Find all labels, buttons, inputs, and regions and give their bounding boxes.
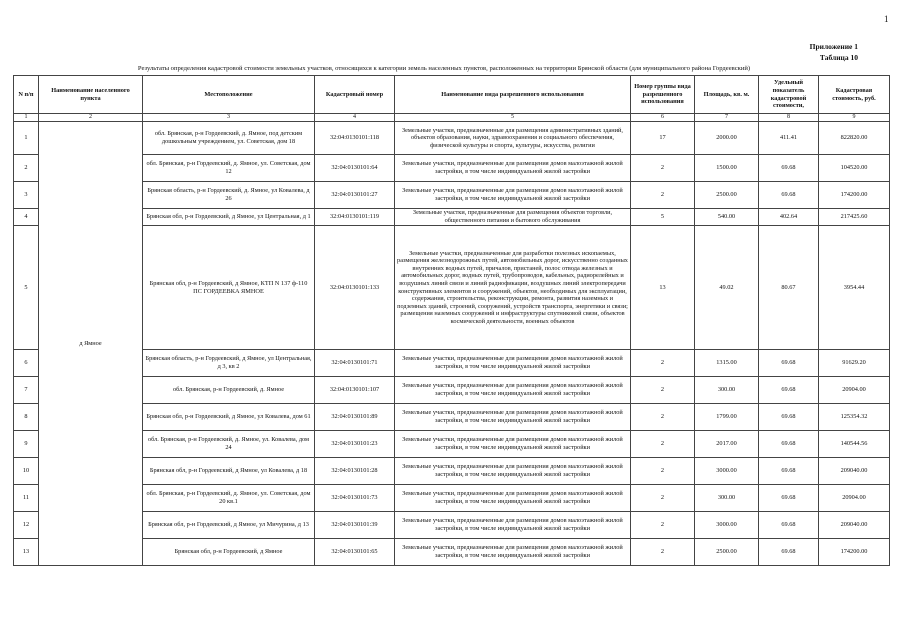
row-number: 11 xyxy=(14,485,39,512)
area-cell: 2500.00 xyxy=(695,539,759,566)
area-cell: 300.00 xyxy=(695,485,759,512)
header-cell: Площадь, кв. м. xyxy=(695,76,759,114)
cadastral-number-cell: 32:04:0130101:118 xyxy=(315,122,395,155)
column-number-row xyxy=(14,114,890,122)
cadastral-value-cell: 140544.56 xyxy=(819,431,890,458)
row-number: 3 xyxy=(14,182,39,209)
specific-value-cell: 69.68 xyxy=(759,155,819,182)
specific-value-cell: 69.68 xyxy=(759,350,819,377)
area-cell: 2017.00 xyxy=(695,431,759,458)
location-cell: Брянская обл, р-н Гордеевский, д Ямное, ул Центральная, д 1 xyxy=(143,209,315,226)
permitted-use-cell: Земельные участки, предназначенные для размещения домов малоэтажной жилой застройки, в том числе индивидуальной жилой застройки xyxy=(395,431,631,458)
permitted-use-cell: Земельные участки, предназначенные для размещения домов малоэтажной жилой застройки, в том числе индивидуальной жилой застройки xyxy=(395,377,631,404)
use-group-cell: 2 xyxy=(631,404,695,431)
table-row xyxy=(14,182,890,209)
cadastral-value-cell: 20904.00 xyxy=(819,377,890,404)
cadastral-number-cell: 32:04:0130101:133 xyxy=(315,226,395,350)
location-cell: Брянская обл, р-н Гордеевский, д Ямное, ул Ковалева, д 18 xyxy=(143,458,315,485)
permitted-use-cell: Земельные участки, предназначенные для размещения домов малоэтажной жилой застройки, в том числе индивидуальной жилой застройки xyxy=(395,539,631,566)
location-cell: Брянская область, р-н Гордеевский, д Ямное, ул Центральная, д 3, кв 2 xyxy=(143,350,315,377)
use-group-cell: 17 xyxy=(631,122,695,155)
header-row xyxy=(14,76,890,114)
cadastral-number-cell: 32:04:0130101:39 xyxy=(315,512,395,539)
cadastral-number-cell: 32:04:0130101:107 xyxy=(315,377,395,404)
table-row xyxy=(14,226,890,350)
table-row xyxy=(14,122,890,155)
location-cell: Брянская обл, р-н Гордеевский, д Ямное xyxy=(143,539,315,566)
cadastral-number-cell: 32:04:0130101:89 xyxy=(315,404,395,431)
page-number: 1 xyxy=(884,14,889,24)
permitted-use-cell: Земельные участки, предназначенные для размещения домов малоэтажной жилой застройки, в том числе индивидуальной жилой застройки xyxy=(395,350,631,377)
cadastral-value-cell: 104520.00 xyxy=(819,155,890,182)
row-number: 7 xyxy=(14,377,39,404)
permitted-use-cell: Земельные участки, предназначенные для размещения объектов торговли, общественного питания и бытового обслуживания xyxy=(395,209,631,226)
permitted-use-cell: Земельные участки, предназначенные для размещения домов малоэтажной жилой застройки, в том числе индивидуальной жилой застройки xyxy=(395,458,631,485)
specific-value-cell: 80.67 xyxy=(759,226,819,350)
area-cell: 1315.00 xyxy=(695,350,759,377)
settlement-cell: д Ямное xyxy=(39,122,143,566)
table-row xyxy=(14,512,890,539)
use-group-cell: 2 xyxy=(631,539,695,566)
specific-value-cell: 69.68 xyxy=(759,539,819,566)
header-cell: Наименование населенного пункта xyxy=(39,76,143,114)
row-number: 10 xyxy=(14,458,39,485)
location-cell: Брянская обл, р-н Гордеевский, д Ямное, КТП N 137 ф-110 ПС ГОРДЕЕВКА ЯМНОЕ xyxy=(143,226,315,350)
permitted-use-cell: Земельные участки, предназначенные для размещения домов малоэтажной жилой застройки, в том числе индивидуальной жилой застройки xyxy=(395,404,631,431)
row-number: 9 xyxy=(14,431,39,458)
use-group-cell: 2 xyxy=(631,458,695,485)
cadastral-number-cell: 32:04:0130101:119 xyxy=(315,209,395,226)
use-group-cell: 2 xyxy=(631,512,695,539)
specific-value-cell: 69.68 xyxy=(759,404,819,431)
table-row xyxy=(14,350,890,377)
use-group-cell: 2 xyxy=(631,155,695,182)
column-number: 4 xyxy=(315,114,395,122)
location-cell: Брянская обл, р-н Гордеевский, д Ямное, ул Мичурина, д 13 xyxy=(143,512,315,539)
column-number: 3 xyxy=(143,114,315,122)
permitted-use-cell: Земельные участки, предназначенные для размещения домов малоэтажной жилой застройки, в том числе индивидуальной жилой застройки xyxy=(395,485,631,512)
location-cell: Брянская обл, р-н Гордеевский, д Ямное, ул Ковалева, дом 61 xyxy=(143,404,315,431)
area-cell: 1500.00 xyxy=(695,155,759,182)
document-title: Результаты определения кадастровой стоимости земельных участков, относящихся к категории земель населенных пунктов, расположенных на территории Брянской области (для муниципального района Гордеевский) xyxy=(137,65,751,72)
table-row xyxy=(14,485,890,512)
header-cell: Удельный показатель кадастровой стоимости, xyxy=(759,76,819,114)
location-cell: обл. Брянская, р-н Гордеевский, д. Ямное, под детским дошкольным учреждением, ул. Советская, дом 18 xyxy=(143,122,315,155)
permitted-use-cell: Земельные участки, предназначенные для размещения административных зданий, объектов образования, науки, здравоохранения и социального обеспечения, физической культуры и спорта, культуры, искусства, религии xyxy=(395,122,631,155)
permitted-use-cell: Земельные участки, предназначенные для размещения домов малоэтажной жилой застройки, в том числе индивидуальной жилой застройки xyxy=(395,182,631,209)
header-cell: Наименование вида разрешенного использования xyxy=(395,76,631,114)
header-cell: Кадастровая стоимость, руб. xyxy=(819,76,890,114)
cadastral-value-cell: 209040.00 xyxy=(819,512,890,539)
specific-value-cell: 69.68 xyxy=(759,458,819,485)
table-row xyxy=(14,209,890,226)
row-number: 1 xyxy=(14,122,39,155)
cadastral-number-cell: 32:04:0130101:65 xyxy=(315,539,395,566)
table-row xyxy=(14,539,890,566)
cadastral-value-cell: 91629.20 xyxy=(819,350,890,377)
column-number: 2 xyxy=(39,114,143,122)
column-number: 7 xyxy=(695,114,759,122)
specific-value-cell: 69.68 xyxy=(759,431,819,458)
area-cell: 49.02 xyxy=(695,226,759,350)
area-cell: 3000.00 xyxy=(695,458,759,485)
row-number: 2 xyxy=(14,155,39,182)
cadastral-number-cell: 32:04:0130101:73 xyxy=(315,485,395,512)
specific-value-cell: 402.64 xyxy=(759,209,819,226)
row-number: 4 xyxy=(14,209,39,226)
permitted-use-cell: Земельные участки, предназначенные для разработки полезных ископаемых, размещения железнодорожных путей, автомобильных дорог, искусственно созданных внутренних водных путей, причалов, пристаней, полос отвода железных и автомобильных дорог, водных путей, трубопроводов, кабельных, радиорелейных и воздушных линий связи и линий радиофикации, воздушных линий электропередачи конструктивных элементов и сооружений, объектов, необходимых для эксплуатации, содержания, строительства, реконструкции, ремонта, развития наземных и подземных зданий, строений, сооружений, устройств транспорта, энергетики и связи; размещения наземных сооружений и инфраструктуры спутниковой связи, объектов космической деятельности, военных объектов xyxy=(395,226,631,350)
area-cell: 540.00 xyxy=(695,209,759,226)
cadastral-table xyxy=(13,75,890,566)
area-cell: 2000.00 xyxy=(695,122,759,155)
location-cell: обл. Брянская, р-н Гордеевский, д. Ямное, ул. Ковалева, дом 24 xyxy=(143,431,315,458)
row-number: 12 xyxy=(14,512,39,539)
table-label: Таблица 10 xyxy=(819,53,858,62)
permitted-use-cell: Земельные участки, предназначенные для размещения домов малоэтажной жилой застройки, в том числе индивидуальной жилой застройки xyxy=(395,512,631,539)
cadastral-value-cell: 209040.00 xyxy=(819,458,890,485)
cadastral-number-cell: 32:04:0130101:64 xyxy=(315,155,395,182)
cadastral-value-cell: 217425.60 xyxy=(819,209,890,226)
table-row xyxy=(14,377,890,404)
header-cell: N п/п xyxy=(14,76,39,114)
specific-value-cell: 69.68 xyxy=(759,377,819,404)
row-number: 8 xyxy=(14,404,39,431)
appendix-label: Приложение 1 xyxy=(809,42,858,51)
cadastral-value-cell: 3954.44 xyxy=(819,226,890,350)
specific-value-cell: 69.68 xyxy=(759,485,819,512)
area-cell: 2500.00 xyxy=(695,182,759,209)
header-cell: Местоположение xyxy=(143,76,315,114)
column-number: 5 xyxy=(395,114,631,122)
cadastral-value-cell: 174200.00 xyxy=(819,182,890,209)
area-cell: 3000.00 xyxy=(695,512,759,539)
specific-value-cell: 411.41 xyxy=(759,122,819,155)
location-cell: обл. Брянская, р-н Гордеевский, д. Ямное, ул. Советская, дом 20 кв.1 xyxy=(143,485,315,512)
specific-value-cell: 69.68 xyxy=(759,512,819,539)
location-cell: обл. Брянская, р-н Гордеевский, д. Ямное xyxy=(143,377,315,404)
use-group-cell: 2 xyxy=(631,377,695,404)
location-cell: Брянская область, р-н Гордеевский, д. Ямное, ул Ковалева, д 26 xyxy=(143,182,315,209)
use-group-cell: 13 xyxy=(631,226,695,350)
column-number: 1 xyxy=(14,114,39,122)
cadastral-value-cell: 822820.00 xyxy=(819,122,890,155)
use-group-cell: 2 xyxy=(631,485,695,512)
specific-value-cell: 69.68 xyxy=(759,182,819,209)
cadastral-value-cell: 20904.00 xyxy=(819,485,890,512)
cadastral-number-cell: 32:04:0130101:23 xyxy=(315,431,395,458)
use-group-cell: 2 xyxy=(631,431,695,458)
use-group-cell: 2 xyxy=(631,182,695,209)
column-number: 9 xyxy=(819,114,890,122)
cadastral-number-cell: 32:04:0130101:71 xyxy=(315,350,395,377)
use-group-cell: 5 xyxy=(631,209,695,226)
table-row xyxy=(14,431,890,458)
column-number: 6 xyxy=(631,114,695,122)
table-row xyxy=(14,458,890,485)
cadastral-number-cell: 32:04:0130101:27 xyxy=(315,182,395,209)
header-cell: Номер группы вида разрешенного использования xyxy=(631,76,695,114)
table-row xyxy=(14,404,890,431)
permitted-use-cell: Земельные участки, предназначенные для размещения домов малоэтажной жилой застройки, в том числе индивидуальной жилой застройки xyxy=(395,155,631,182)
row-number: 13 xyxy=(14,539,39,566)
header-cell: Кадастровый номер xyxy=(315,76,395,114)
cadastral-value-cell: 174200.00 xyxy=(819,539,890,566)
location-cell: обл. Брянская, р-н Гордеевский, д. Ямное, ул. Советская, дом 12 xyxy=(143,155,315,182)
table-row xyxy=(14,155,890,182)
area-cell: 300.00 xyxy=(695,377,759,404)
row-number: 6 xyxy=(14,350,39,377)
row-number: 5 xyxy=(14,226,39,350)
area-cell: 1799.00 xyxy=(695,404,759,431)
use-group-cell: 2 xyxy=(631,350,695,377)
column-number: 8 xyxy=(759,114,819,122)
cadastral-value-cell: 125354.32 xyxy=(819,404,890,431)
cadastral-number-cell: 32:04:0130101:28 xyxy=(315,458,395,485)
